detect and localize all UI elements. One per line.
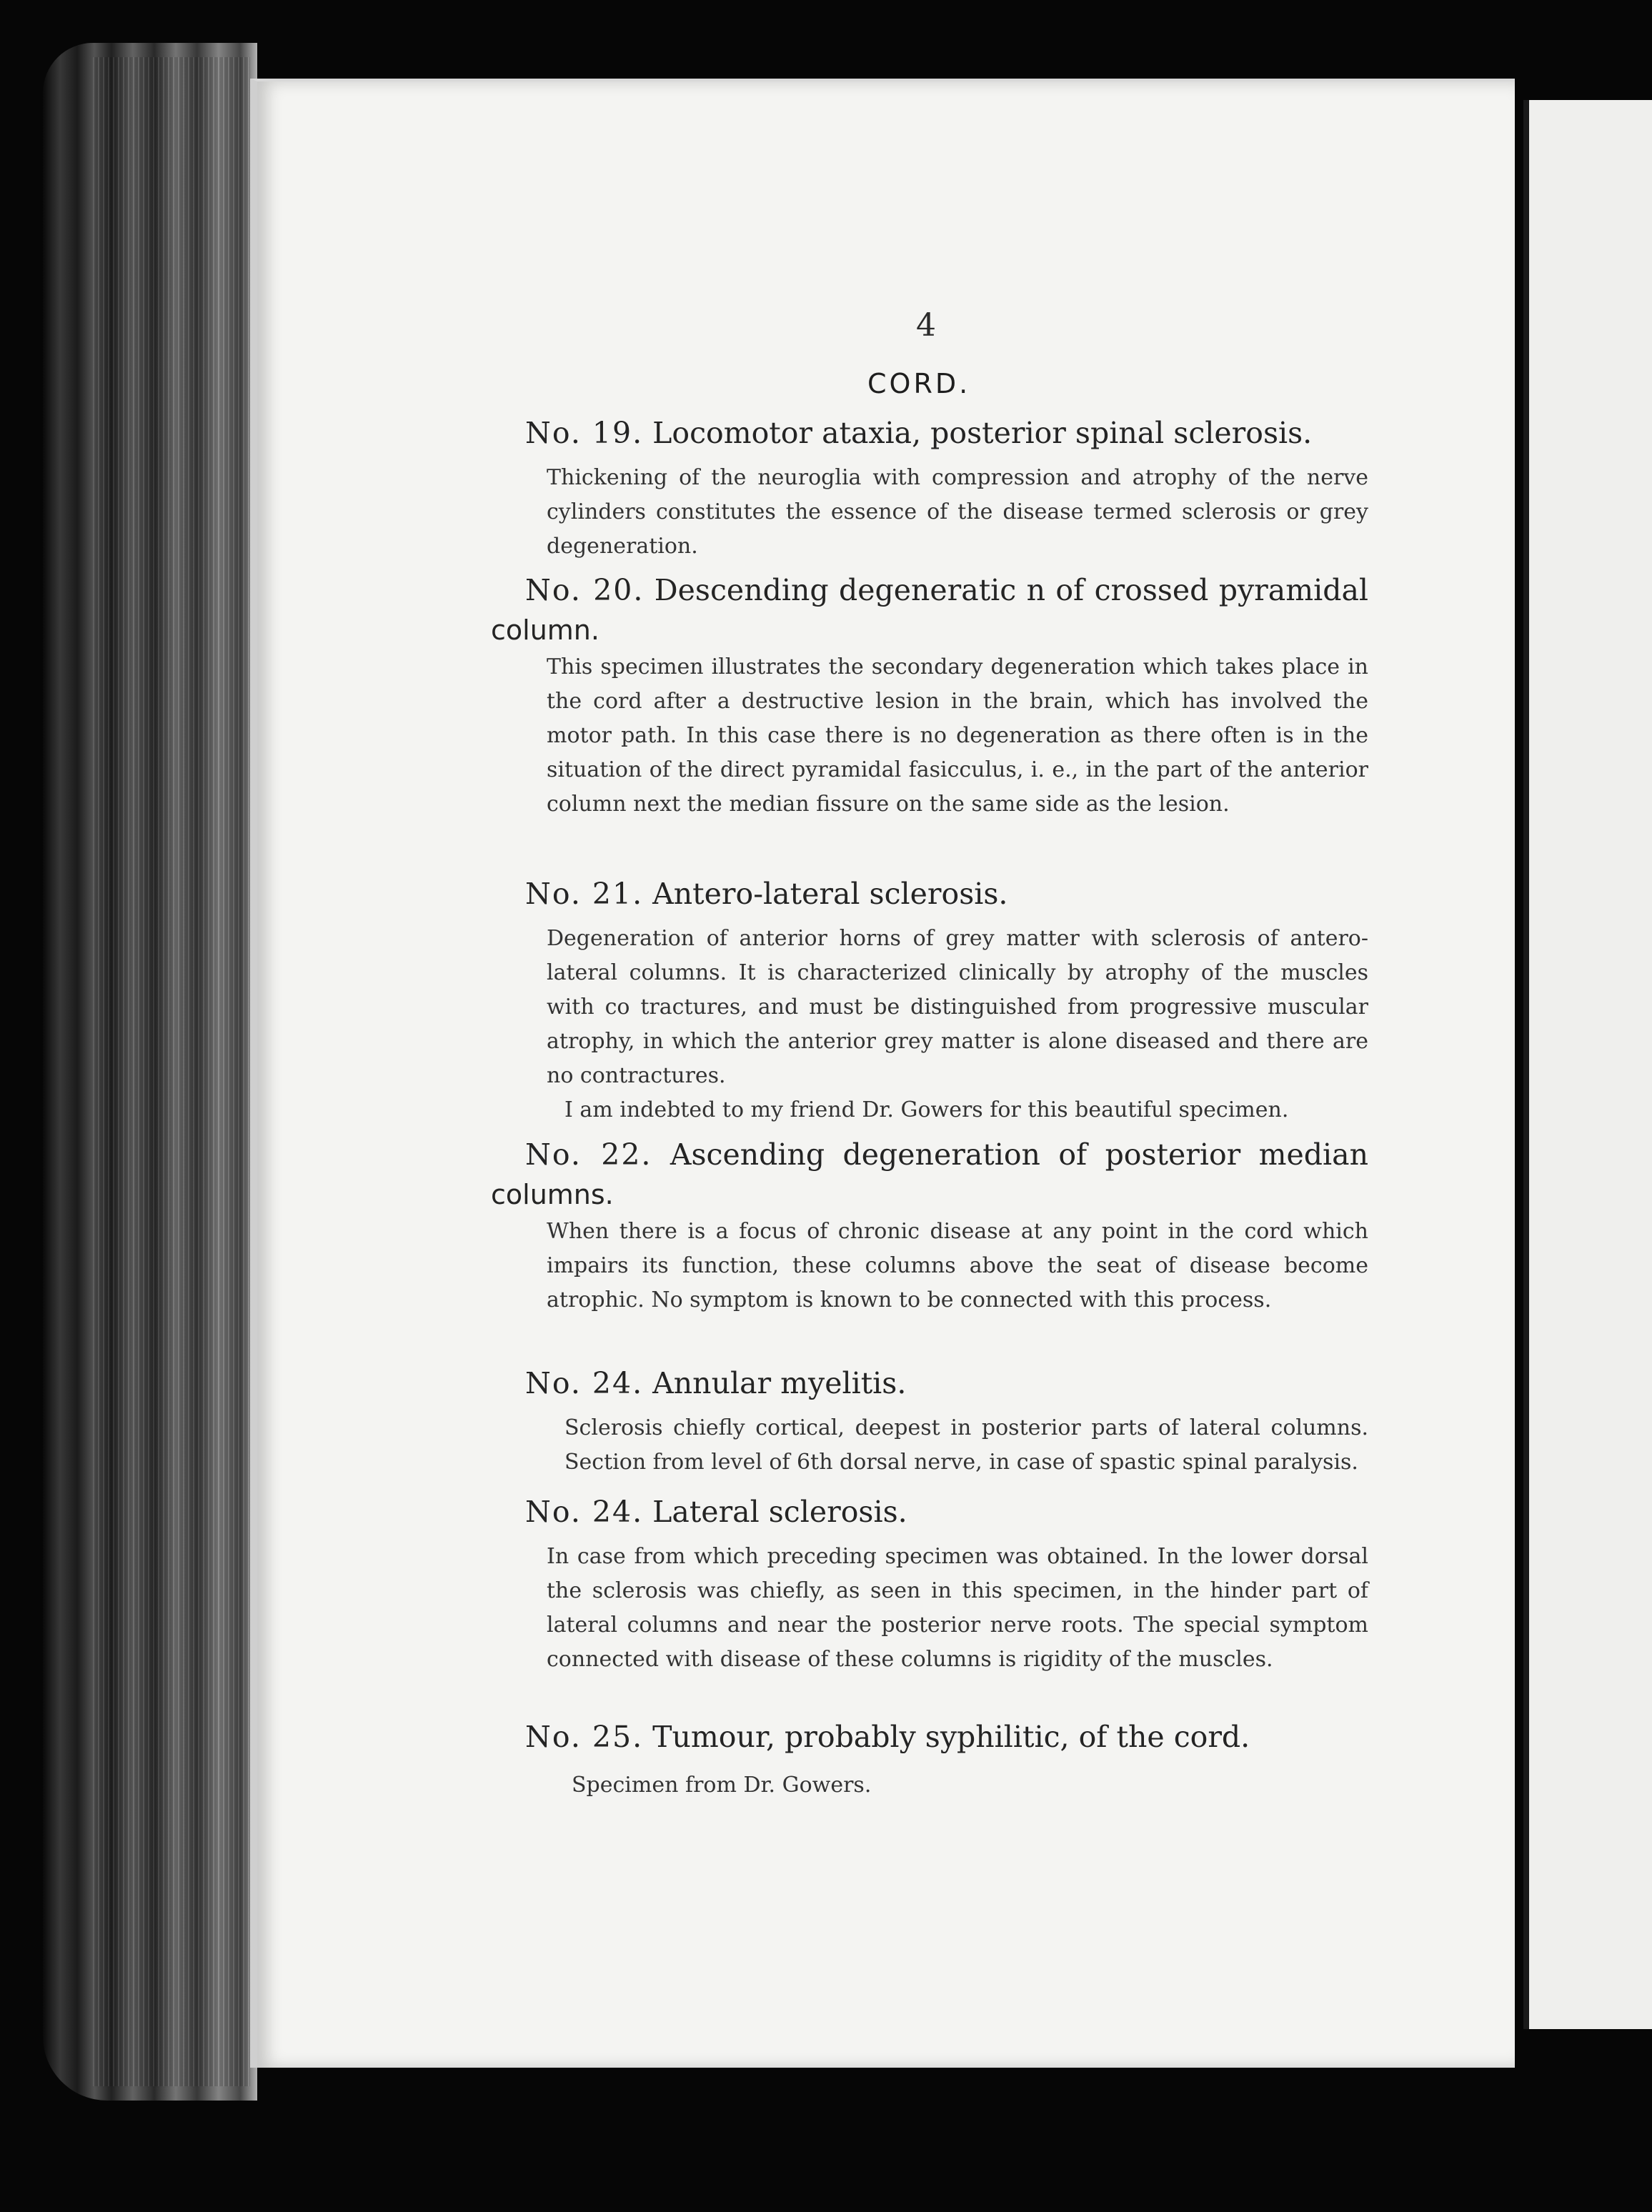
entry-body-24a: Sclerosis chiefly cortical, deepest in posterior parts of lateral columns. Section from level of 6th dorsal nerve, in case of spastic spinal paralysis. bbox=[564, 1415, 1368, 1475]
entry-number: No. 25. bbox=[525, 1720, 644, 1754]
entry-body-19: Thickening of the neuroglia with compression and atrophy of the nerve cylinders constitutes the essence of the disease termed sclerosis or grey degeneration. bbox=[547, 465, 1368, 559]
entry-title: Ascending degeneration of posterior median bbox=[670, 1137, 1369, 1172]
entry-title-continuation-22: columns. bbox=[491, 1179, 614, 1210]
entry-number: No. 21. bbox=[525, 877, 644, 911]
section-title: CORD. bbox=[867, 368, 971, 399]
entry-heading-22 bbox=[525, 1132, 1368, 1177]
entry-number: No. 22. bbox=[525, 1137, 652, 1172]
entry-heading-24b bbox=[525, 1490, 1368, 1534]
page-number: 4 bbox=[916, 307, 936, 344]
entry-heading-21 bbox=[525, 872, 1368, 916]
entry-note-21: I am indebted to my friend Dr. Gowers for this beautiful specimen. bbox=[564, 1097, 1289, 1122]
entry-title: Annular myelitis. bbox=[652, 1366, 907, 1400]
entry-number: No. 19. bbox=[525, 416, 644, 450]
entry-number: No. 20. bbox=[525, 573, 645, 607]
entry-number: No. 24. bbox=[525, 1495, 644, 1529]
entry-title: Locomotor ataxia, posterior spinal sclerosis. bbox=[652, 416, 1313, 450]
entry-number: No. 24. bbox=[525, 1366, 644, 1400]
entry-heading-19 bbox=[525, 411, 1368, 455]
entry-heading-24a bbox=[525, 1361, 1368, 1405]
page-edge-texture bbox=[93, 57, 250, 2086]
entry-title: Descending degeneratic n of crossed pyramidal bbox=[654, 573, 1369, 607]
entry-body-25: Specimen from Dr. Gowers. bbox=[572, 1773, 872, 1798]
entry-title: Antero-lateral sclerosis. bbox=[652, 877, 1008, 911]
entry-heading-25 bbox=[525, 1715, 1368, 1759]
entry-body-24b: In case from which preceding specimen was obtained. In the lower dorsal the sclerosis was chiefly, as seen in this specimen, in the hinder part of lateral columns and near the posterior nerve roots. The special symptom connected with disease of these columns is rigidity of the muscles. bbox=[547, 1544, 1368, 1672]
entry-body-20: This specimen illustrates the secondary degeneration which takes place in the cord after a destructive lesion in the brain, which has involved the motor path. In this case there is no degeneration as there often is in the situation of the direct pyramidal fasicculus, i. e., in the part of the anterior column next the median fissure on the same side as the lesion. bbox=[547, 654, 1368, 817]
entry-title-continuation-20: column. bbox=[491, 614, 599, 646]
entry-heading-20 bbox=[525, 568, 1368, 612]
entry-title: Tumour, probably syphilitic, of the cord. bbox=[652, 1720, 1250, 1754]
entry-title: Lateral sclerosis. bbox=[652, 1495, 907, 1529]
entry-body-22: When there is a focus of chronic disease at any point in the cord which impairs its function, these columns above the seat of disease become atrophic. No symptom is known to be connected with this process. bbox=[547, 1219, 1368, 1312]
facing-page-sliver bbox=[1523, 100, 1652, 2029]
entry-body-21: Degeneration of anterior horns of grey matter with sclerosis of antero-lateral columns. It is characterized clinically by atrophy of the muscles with co tractures, and must be distinguished from progressive muscular atrophy, in which the anterior grey matter is alone diseased and there are no contractures. bbox=[547, 926, 1368, 1088]
